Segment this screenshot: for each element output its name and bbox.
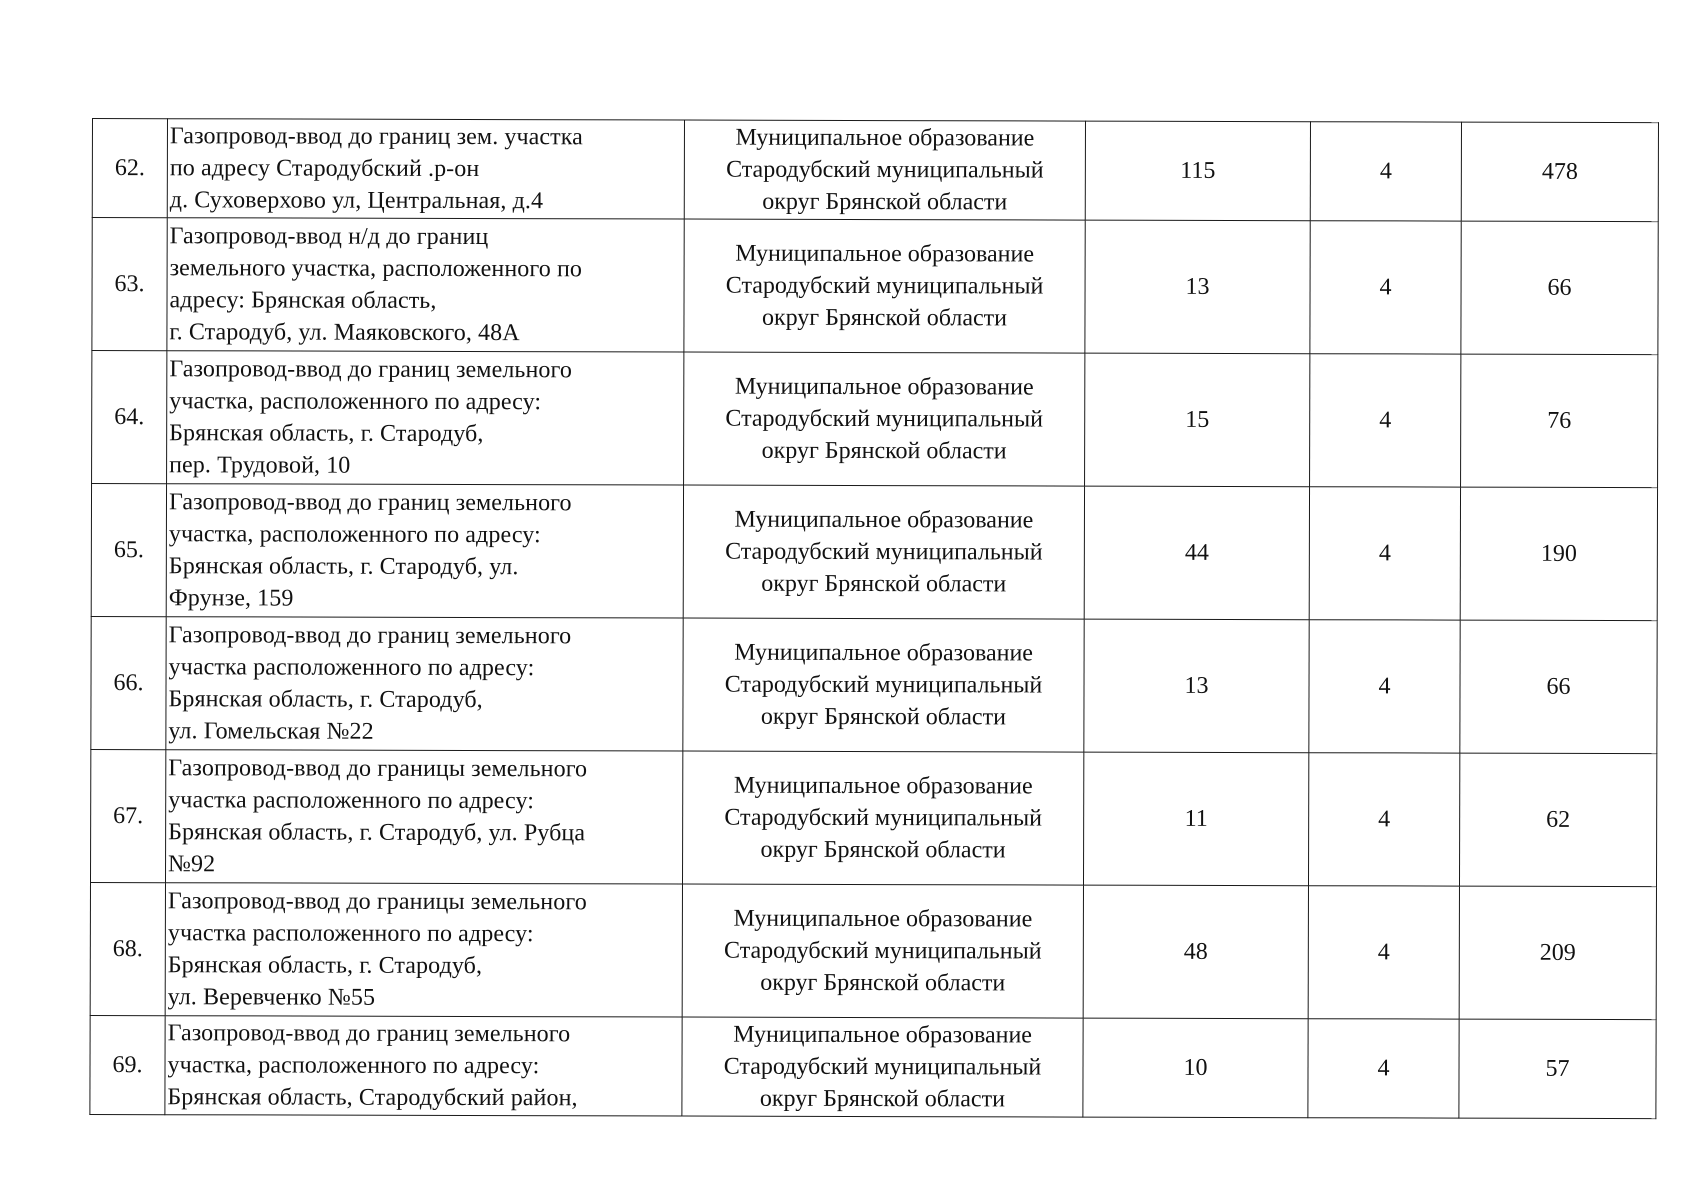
- row-number: 67.: [90, 749, 165, 882]
- length-cell: 13: [1084, 619, 1309, 753]
- owner-line: Стародубский муниципальный: [724, 804, 1042, 832]
- object-name-line: Брянская область, г. Стародуб,: [168, 686, 483, 714]
- owner-cell: [683, 618, 1084, 752]
- object-name-line: Брянская область, г. Стародуб,: [167, 952, 483, 980]
- owner-line: Муниципальное образование: [734, 506, 1034, 534]
- object-name-line: участка, расположенного по адресу:: [169, 388, 542, 416]
- object-name-line: участка расположенного по адресу:: [168, 787, 535, 815]
- category-cell: 4: [1309, 620, 1460, 753]
- object-name-line: Газопровод-ввод до границ земельного: [167, 1020, 571, 1048]
- table-row: [91, 616, 1657, 753]
- category-cell: 4: [1308, 886, 1459, 1019]
- value-cell: 76: [1461, 354, 1658, 488]
- owner-line: округ Брянской области: [760, 969, 1006, 997]
- object-name-cell: [165, 1016, 682, 1116]
- table-row: [92, 119, 1658, 222]
- owner-line: округ Брянской области: [761, 437, 1007, 465]
- owner-line: округ Брянской области: [760, 836, 1006, 864]
- owner-line: Муниципальное образование: [734, 373, 1034, 401]
- owner-line: Стародубский муниципальный: [725, 272, 1044, 300]
- owner-line: Стародубский муниципальный: [724, 937, 1042, 965]
- length-cell: 44: [1084, 486, 1309, 620]
- category-cell: 4: [1308, 1019, 1459, 1118]
- object-name-line: адресу: Брянская область,: [169, 287, 437, 314]
- category-cell: 4: [1309, 487, 1460, 620]
- owner-cell: [684, 352, 1085, 486]
- object-name-line: Фрунзе, 159: [168, 585, 294, 612]
- owner-line: Муниципальное образование: [733, 772, 1033, 800]
- length-cell: 48: [1083, 885, 1308, 1019]
- category-cell: 4: [1310, 122, 1461, 221]
- row-number: 66.: [91, 616, 166, 749]
- owner-line: Стародубский муниципальный: [726, 156, 1044, 184]
- object-name-cell: [166, 617, 683, 751]
- object-name-line: Газопровод-ввод н/д до границ: [169, 223, 489, 251]
- table-row: [90, 749, 1656, 886]
- object-name-cell: [165, 883, 682, 1017]
- length-cell: 10: [1083, 1018, 1308, 1118]
- owner-line: Муниципальное образование: [735, 124, 1035, 152]
- object-name-line: участка, расположенного по адресу:: [168, 521, 541, 549]
- owner-line: Стародубский муниципальный: [724, 671, 1043, 699]
- object-name-cell: [167, 218, 684, 352]
- value-cell: 66: [1460, 620, 1657, 754]
- owner-line: округ Брянской области: [762, 188, 1008, 216]
- table-row: [90, 882, 1656, 1019]
- owner-line: округ Брянской области: [760, 703, 1006, 731]
- row-number: 62.: [92, 119, 167, 218]
- owner-cell: [684, 219, 1085, 353]
- owner-cell: [682, 1017, 1083, 1117]
- object-name-line: участка расположенного по адресу:: [168, 654, 535, 682]
- owner-line: округ Брянской области: [761, 304, 1008, 332]
- owner-line: Муниципальное образование: [735, 240, 1035, 268]
- value-cell: 478: [1461, 122, 1658, 222]
- object-name-line: д. Суховерхово ул, Центральная, д.4: [169, 187, 544, 215]
- owner-line: Стародубский муниципальный: [725, 538, 1043, 566]
- object-name-line: Брянская область, г. Стародуб,: [169, 420, 484, 448]
- value-cell: 62: [1459, 753, 1656, 887]
- object-name-line: ул. Веревченко №55: [167, 984, 376, 1011]
- object-name-line: пер. Трудовой, 10: [169, 452, 351, 479]
- row-number: 69.: [90, 1015, 165, 1114]
- owner-line: округ Брянской области: [759, 1085, 1005, 1113]
- object-name-line: Брянская область, г. Стародуб, ул. Рубца: [168, 819, 586, 847]
- length-cell: 13: [1085, 220, 1310, 354]
- row-number: 64.: [92, 351, 167, 484]
- object-name-cell: [165, 750, 682, 884]
- object-name-line: г. Стародуб, ул. Маяковского, 48А: [169, 319, 520, 347]
- owner-cell: [683, 485, 1084, 619]
- object-name-line: Газопровод-ввод до границ земельного: [169, 356, 573, 384]
- object-name-line: земельного участка, расположенного по: [169, 255, 583, 283]
- object-name-line: Газопровод-ввод до границ земельного: [168, 489, 572, 517]
- object-name-line: Газопровод-ввод до границы земельного: [168, 755, 588, 783]
- owner-line: Муниципальное образование: [734, 639, 1034, 667]
- owner-cell: [682, 751, 1083, 885]
- owner-cell: [684, 120, 1085, 220]
- row-number: 68.: [90, 882, 165, 1015]
- length-cell: 15: [1085, 353, 1310, 487]
- object-name-line: Брянская область, г. Стародуб, ул.: [168, 553, 519, 581]
- length-cell: 115: [1085, 121, 1310, 221]
- gas-pipeline-registry-table: [89, 118, 1659, 1119]
- category-cell: 4: [1310, 354, 1461, 487]
- value-cell: 57: [1459, 1019, 1656, 1119]
- object-name-line: участка расположенного по адресу:: [167, 920, 534, 948]
- owner-line: Муниципальное образование: [733, 1021, 1033, 1049]
- owner-line: округ Брянской области: [761, 570, 1007, 598]
- object-name-line: ул. Гомельская №22: [168, 718, 374, 745]
- object-name-cell: [167, 351, 684, 485]
- category-cell: 4: [1308, 753, 1459, 886]
- length-cell: 11: [1083, 752, 1308, 886]
- object-name-line: по адресу Стародубский .р-он: [169, 155, 480, 183]
- category-cell: 4: [1310, 221, 1461, 354]
- object-name-line: №92: [168, 851, 216, 878]
- owner-line: Муниципальное образование: [733, 905, 1033, 933]
- owner-line: Стародубский муниципальный: [725, 405, 1044, 433]
- table-row: [90, 1015, 1656, 1118]
- object-name-line: Газопровод-ввод до границ зем. участка: [169, 123, 583, 151]
- value-cell: 66: [1461, 221, 1658, 355]
- object-name-line: участка, расположенного по адресу:: [167, 1052, 540, 1080]
- owner-line: Стародубский муниципальный: [723, 1053, 1042, 1081]
- object-name-line: Брянская область, Стародубский район,: [167, 1084, 578, 1112]
- value-cell: 190: [1460, 487, 1657, 621]
- row-number: 65.: [91, 484, 166, 617]
- table-row: [92, 351, 1658, 488]
- object-name-line: Газопровод-ввод до границы земельного: [167, 888, 587, 916]
- object-name-cell: [167, 119, 684, 219]
- object-name-line: Газопровод-ввод до границ земельного: [168, 622, 572, 650]
- table-row: [92, 218, 1658, 355]
- row-number: 63.: [92, 218, 167, 351]
- object-name-cell: [166, 484, 683, 618]
- table-row: [91, 484, 1657, 621]
- owner-cell: [682, 884, 1083, 1018]
- value-cell: 209: [1459, 886, 1656, 1020]
